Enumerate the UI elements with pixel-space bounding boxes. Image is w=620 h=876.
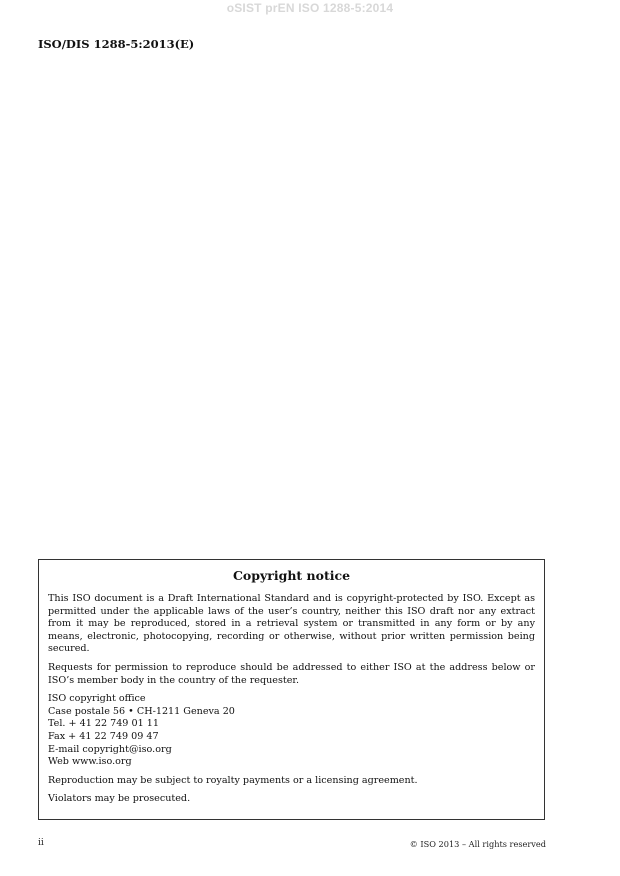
watermark-text: oSIST prEN ISO 1288-5:2014 — [226, 1, 394, 15]
iso-address-block — [48, 693, 535, 769]
document-identifier: ISO/DIS 1288-5:2013(E) — [38, 37, 195, 51]
address-web: Web www.iso.org — [48, 756, 132, 768]
page-number: ii — [38, 838, 44, 848]
address-email: E-mail copyright@iso.org — [48, 743, 172, 755]
copyright-notice-title: Copyright notice — [232, 568, 351, 583]
copyright-paragraph-violators: Violators may be prosecuted. — [48, 793, 191, 805]
address-telephone: Tel. + 41 22 749 01 11 — [48, 718, 159, 730]
copyright-paragraph-draft-standard: This ISO document is a Draft International Standard and is copyright-protected by ISO. Except as permitted under the applicable laws of the user’s country, neither this ISO draft nor any extract from it may be reproduced, stored in a retrieval system or transmitted in any form or by any means, electronic, photocopying, recording or otherwise, without prior written permission being secured. — [48, 593, 535, 655]
copyright-paragraph-permission-requests: Requests for permission to reproduce should be addressed to either ISO at the address below or ISO’s member body in the country of the requester. — [48, 661, 535, 686]
footer-copyright: © ISO 2013 – All rights reserved — [409, 839, 546, 849]
address-fax: Fax + 41 22 749 09 47 — [48, 730, 159, 742]
address-office: ISO copyright office — [48, 693, 146, 705]
copyright-notice-box — [38, 559, 545, 820]
address-postal: Case postale 56 • CH-1211 Geneva 20 — [48, 705, 235, 717]
copyright-paragraph-royalty: Reproduction may be subject to royalty payments or a licensing agreement. — [48, 774, 418, 786]
